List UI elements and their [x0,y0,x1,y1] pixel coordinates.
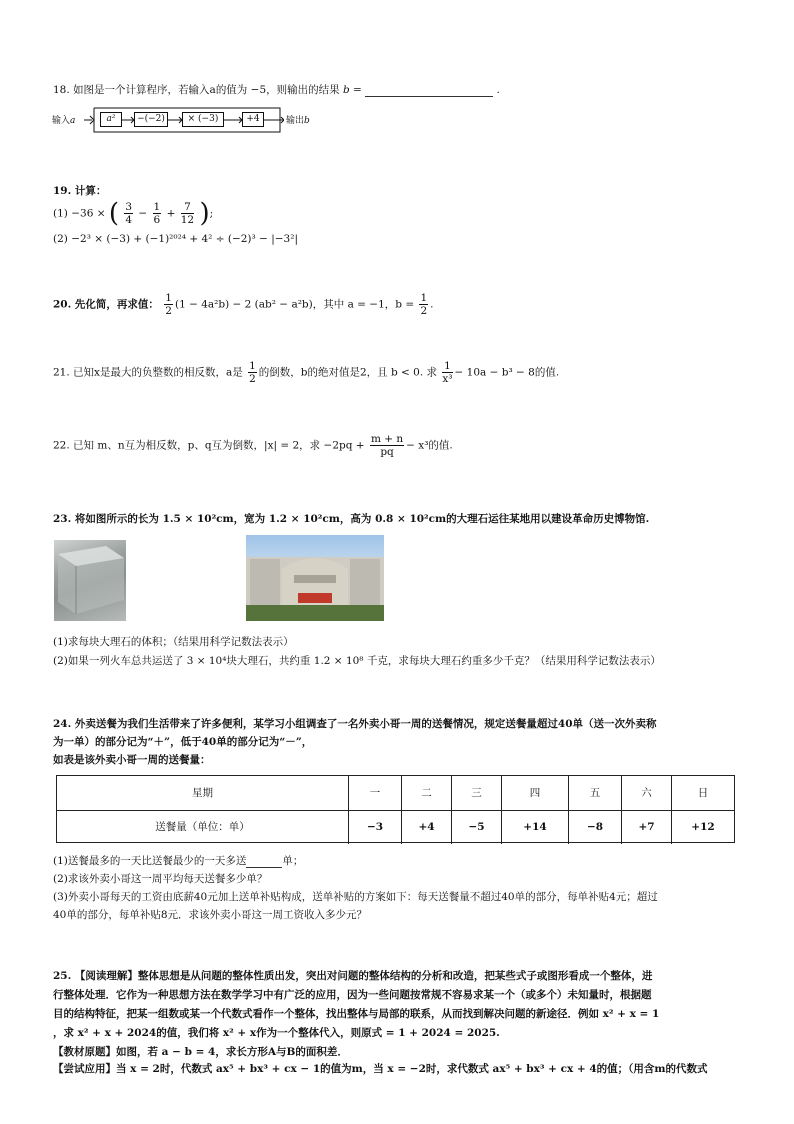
q19-frac-2: $\frac{1}{6}$ [153,201,161,226]
flow-step-subtract: −(−2) [134,112,168,127]
q24-answer-blank[interactable] [246,856,282,868]
q18-lead: 18. 如图是一个计算程序，若输入 [53,84,210,96]
table-cell: +7 [621,810,671,844]
table-header-row [57,776,734,811]
q20-frac-1: $\frac{1}{2}$ [165,292,172,317]
q20-lead: 20. 先化简，再求值： [53,298,159,311]
flow-output-var: b [304,116,310,126]
table-header-cell: 日 [671,776,734,810]
flow-input-label [52,113,75,126]
q18-var-b: b [342,84,350,96]
q18-eq: = [349,84,366,96]
q18-mid: 的值为 −5，则输出的结果 [215,84,343,96]
q19-part2: (2) −2³ × (−3) + (−1)²⁰²⁴ + 4² ÷ (−2)³ − |−3²| [53,233,298,245]
q19-paren-open: ( [108,198,120,229]
q23-text: 23. 将如图所示的长为 1.5 × 10²cm，宽为 1.2 × 10²cm，高为 0.8 × 10²cm的大理石运往某地用以建设革命历史博物馆. [53,513,650,525]
q24-part1 [53,853,303,868]
museum-image [246,535,384,621]
flow-step-square: a² [100,112,122,127]
table-header-cell: 六 [621,776,671,810]
table-cell: −5 [451,810,501,844]
table-header-cell: 二 [401,776,451,810]
q25-line1: 25. 【阅读理解】整体思想是从问题的整体性质出发，突出对问题的整体结构的分析和改造，把某些式子或图形看成一个整体，进 [53,970,653,982]
delivery-table [56,775,735,843]
q19-frac-3: $\frac{7}{12}$ [180,201,195,226]
flow-output-label [286,113,310,126]
q19-part1 [53,198,214,229]
q19-frac-1: $\frac{3}{4}$ [125,201,133,226]
q21-text [53,360,559,385]
q19-paren-close: ) [199,198,210,229]
flow-input-text: 输入 [52,116,71,126]
table-header-cell: 星期 [192,787,213,799]
q23-part1: (1)求每块大理石的体积；（结果用科学记数法表示） [53,636,294,648]
q24-part2: (2)求该外卖小哥这一周平均每天送餐多少单？ [53,873,268,885]
q22-tail: − x³的值. [406,439,453,452]
museum-photo [246,535,384,621]
q19-title: 19. 计算： [53,185,107,197]
q24-part1-unit: 单； [282,855,304,867]
q24-part1-text: (1)送餐最多的一天比送餐最少的一天多送 [53,855,247,867]
q24-line1: 24. 外卖送餐为我们生活带来了许多便利，某学习小组调查了一名外卖小哥一周的送餐情况，规定送餐量超过40单（送一次外卖称 [53,718,657,730]
flow-step-add: +4 [242,112,264,127]
marble-block-image [54,540,126,621]
q25-line6: 【尝试应用】当 x = 2时，代数式 ax⁵ + bx³ + cx − 1的值为m，当 x = −2时，求代数式 ax⁵ + bx³ + cx + 4的值；（用含m的代数式 [53,1063,708,1075]
marble-block-photo [54,540,126,621]
q21-frac-2: $\frac{1}{\text{x³}}$ [442,360,453,385]
q18-text [53,82,500,97]
q19-minus: − [138,207,148,220]
q21-frac-1: $\frac{1}{2}$ [249,360,256,385]
q24-part3-line2: 40单的部分，每单补贴8元．求该外卖小哥这一周工资收入多少元？ [53,909,368,921]
q25-line5: 【教材原题】如图，若 a − b = 4，求长方形A与B的面积差． [53,1046,348,1058]
table-header-cell: 三 [451,776,501,810]
q21-mid: 的倒数，b的绝对值是2，且 b < 0. 求 [258,366,438,379]
q23-part2: (2)如果一列火车总共运送了 3 × 10⁴块大理石，共约重 1.2 × 10⁸ 千克，求每块大理石约重多少千克？（结果用科学记数法表示） [53,655,661,667]
q20-expression: (1 − 4a²b) − 2 (ab² − a²b) [174,298,313,311]
q20-text [53,292,434,317]
q19-part1-label: (1) −36 × [53,207,106,220]
table-cell: −3 [348,810,401,844]
q19-plus: + [166,207,176,220]
q24-part3-line1: (3)外卖小哥每天的工资由底薪40元加上送单补贴构成，送单补贴的方案如下：每天送餐量不超过40单的部分，每单补贴4元；超过 [53,891,658,903]
q24-line3: 如表是该外卖小哥一周的送餐量： [53,754,211,766]
q19-part1-end: ; [209,207,214,220]
q20-end: . [430,298,434,311]
q18-end: . [496,84,500,96]
q22-text [53,433,453,458]
table-cell: +12 [671,810,734,844]
table-cell: +14 [501,810,568,844]
q22-frac: $\frac{m + n}{pq}$ [370,433,404,458]
q18-answer-blank[interactable] [365,84,493,97]
q24-line2: 为一单）的部分记为“＋”，低于40单的部分记为“－”， [53,736,313,748]
flow-step-multiply: × (−3) [182,112,224,127]
q25-line2: 行整体处理．它作为一种思想方法在数学学习中有广泛的应用，因为一些问题按常规不容易求某一个（或多个）未知量时，根据题 [53,989,652,1001]
table-header-cell: 一 [348,776,401,810]
q18-var-a: a [209,84,216,96]
q20-condition: ，其中 a = −1，b = [312,298,418,311]
q25-line3: 目的结构特征，把某一组数或某一个代数式看作一个整体，找出整体与局部的联系，从而找到解决问题的新途径．例如 x² + x = 1 [53,1008,660,1020]
flow-input-var: a [70,116,76,126]
table-header-cell: 四 [501,776,568,810]
table-cell: −8 [568,810,621,844]
q20-frac-2: $\frac{1}{2}$ [420,292,428,317]
flow-output-text: 输出 [286,116,305,126]
table-row [57,810,734,844]
q21-lead: 21. 已知x是最大的负整数的相反数，a是 [53,366,243,379]
table-cell: 送餐量（单位：单） [155,821,250,833]
table-header-cell: 五 [568,776,621,810]
q25-line4: ，求 x² + x + 2024的值，我们将 x² + x作为一个整体代入，则原式 = 1 + 2024 = 2025. [53,1027,500,1039]
q21-tail: − 10a − b³ − 8的值. [454,366,560,379]
q22-lead: 22. 已知 m、n互为相反数，p、q互为倒数，|x| = 2，求 −2pq + [53,439,365,452]
table-cell: +4 [401,810,451,844]
